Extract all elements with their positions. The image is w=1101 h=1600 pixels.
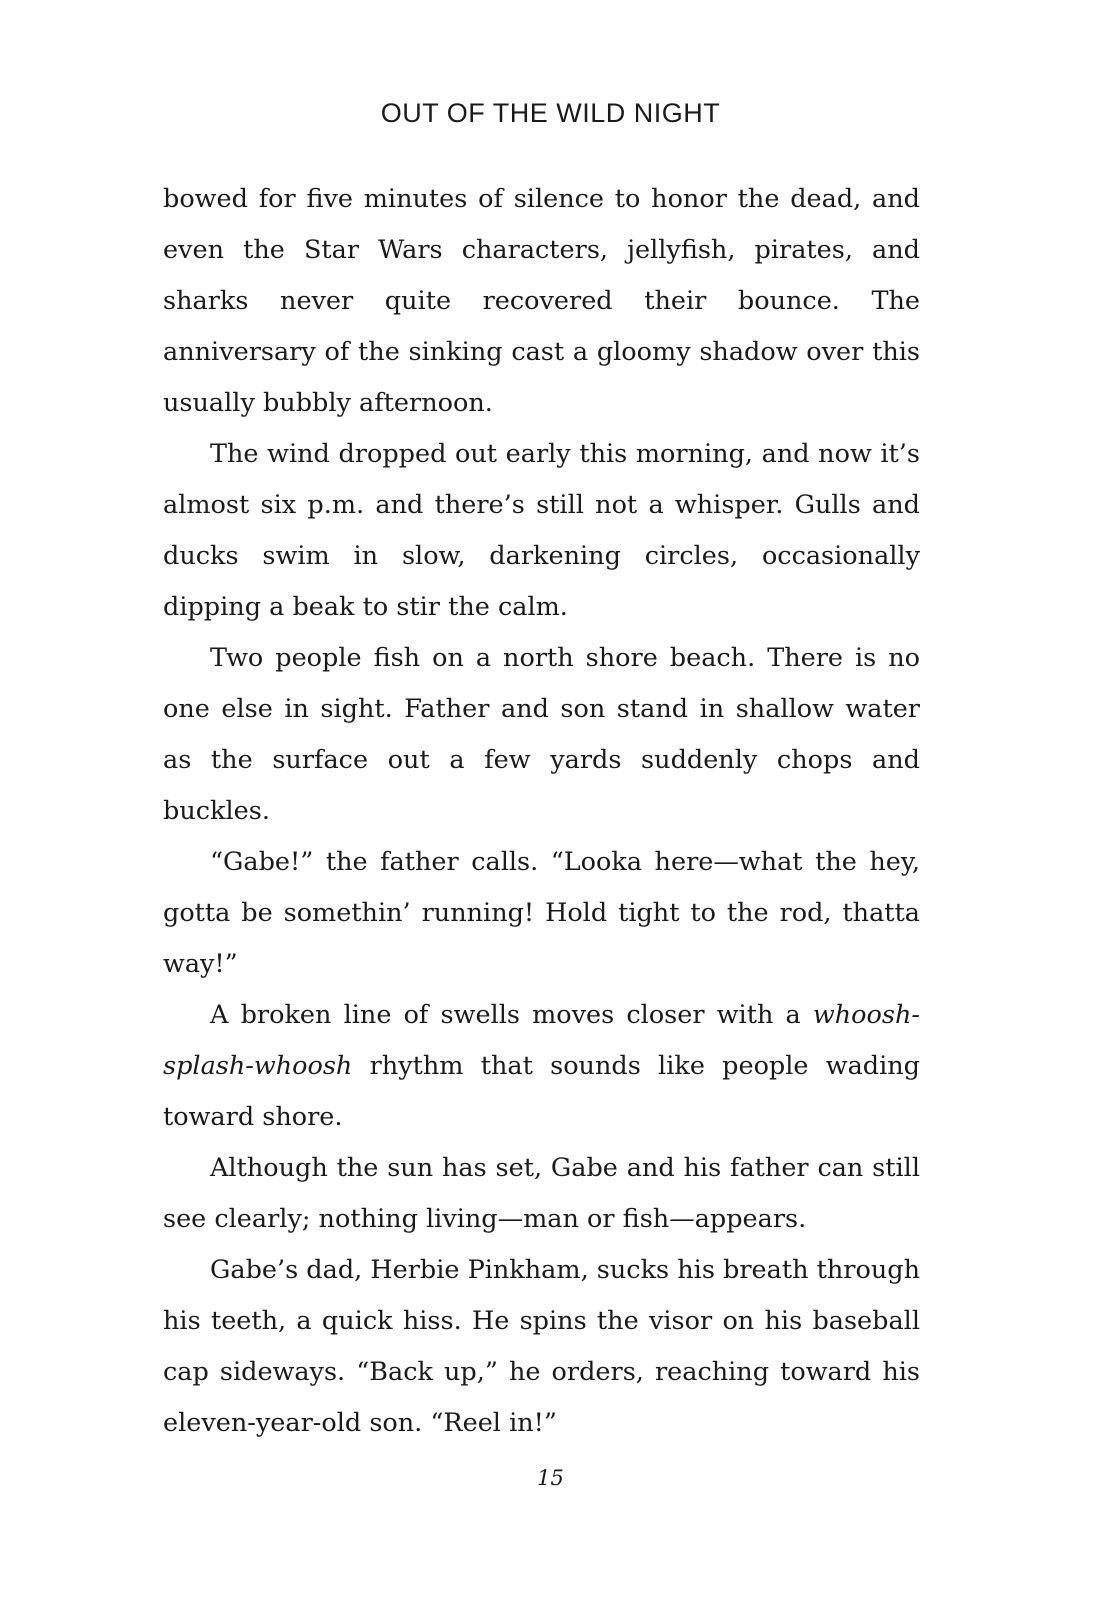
text-run: A broken line of swells moves closer with a: [210, 1000, 813, 1030]
paragraph: [163, 837, 920, 990]
text-run: Two people fish on a north shore beach. There is no one else in sight. Father and son stand in shallow water as the surface out a few yards suddenly chops and buckles.: [163, 643, 920, 826]
paragraph: [163, 1143, 920, 1245]
paragraph: [163, 429, 920, 633]
text-run: bowed for five minutes of silence to honor the dead, and even the Star Wars characters, jellyfish, pirates, and sharks never quite recovered their bounce. The anniversary of the sinking cast a gloomy shadow over this usually bubbly afternoon.: [163, 184, 920, 418]
italic-text: whoosh-splash-whoosh: [163, 1000, 920, 1081]
running-head: OUT OF THE WILD NIGHT: [380, 98, 721, 128]
text-run: “Gabe!” the father calls. “Looka here—what the hey, gotta be somethin’ running! Hold tight to the rod, thatta way!”: [163, 847, 920, 979]
paragraph: [163, 174, 920, 429]
paragraph: [163, 990, 920, 1143]
text-run: The wind dropped out early this morning, and now it’s almost six p.m. and there’s still not a whisper. Gulls and ducks swim in slow, darkening circles, occasionally dipping a beak to stir the calm.: [163, 439, 920, 622]
text-run: rhythm that sounds like people wading toward shore.: [163, 1051, 920, 1132]
text-run: Although the sun has set, Gabe and his father can still see clearly; nothing living—man or fish—appears.: [163, 1153, 920, 1234]
text-run: Gabe’s dad, Herbie Pinkham, sucks his breath through his teeth, a quick hiss. He spins the visor on his baseball cap sideways. “Back up,” he orders, reaching toward his eleven-year-old son. “Reel in!”: [163, 1255, 920, 1438]
page-number: 15: [537, 1466, 564, 1490]
body-text: [163, 174, 920, 1449]
paragraph: [163, 633, 920, 837]
paragraph: [163, 1245, 920, 1449]
